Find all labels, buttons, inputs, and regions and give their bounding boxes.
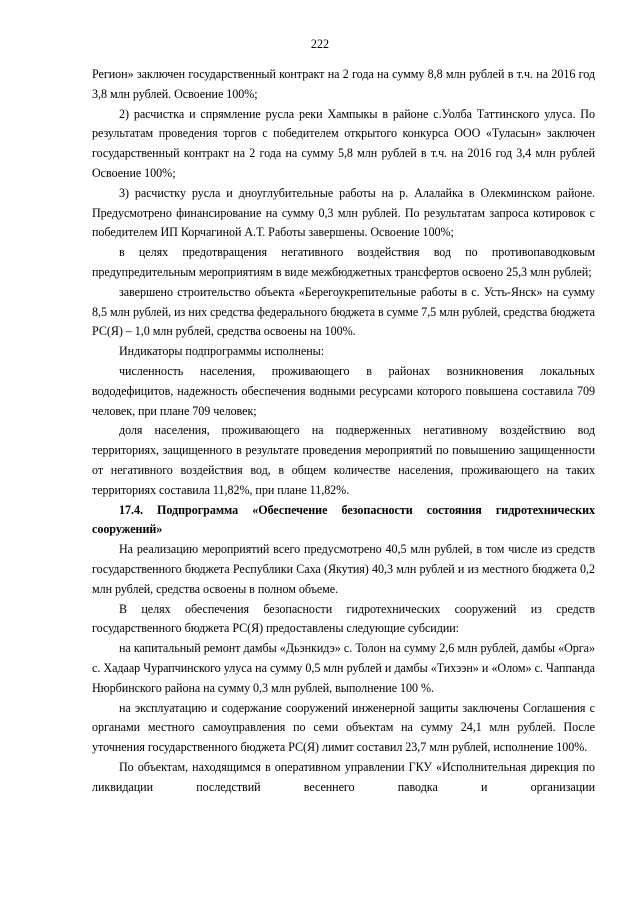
document-body xyxy=(92,65,595,797)
section-heading-17-4: 17.4. Подпрограмма «Обеспечение безопасности состояния гидротехнических сооружений» xyxy=(92,502,595,537)
paragraph-funding-total: На реализацию мероприятий всего предусмотрено 40,5 млн рублей, в том числе из средств государственного бюджета Республики Саха (Якутия) 40,3 млн рублей и из местного бюджета 0,2 млн рублей, средства освоены в полном объеме. xyxy=(92,542,595,596)
paragraph-subsidies-intro: В целях обеспечения безопасности гидротехнических сооружений из средств государственного бюджета РС(Я) предоставлены следующие субсидии: xyxy=(92,601,595,636)
paragraph-continuation: Регион» заключен государственный контракт на 2 года на сумму 8,8 млн рублей в т.ч. на 2016 год 3,8 млн рублей. Освоение 100%; xyxy=(92,67,595,101)
paragraph-item-2-river-clearing: 2) расчистка и спрямление русла реки Хампыкы в районе с.Уолба Таттинского улуса. По результатам проведения торгов с победителем открытого конкурса ООО «Туласын» заключен государственный контракт на 2 года на сумму 5,8 млн рублей в т.ч. на 2016 год 3,4 млн рублей Освоение 100%; xyxy=(92,106,595,180)
paragraph-item-3-alalayka: 3) расчистку русла и дноуглубительные работы на р. Алалайка в Олекминском районе. Предусмотрено финансирование на сумму 0,3 млн рублей. По результатам запроса котировок с победителем ИП Корчагиной А.Т. Работы завершены. Освоение 100%; xyxy=(92,185,595,240)
paragraph-bank-protection: завершено строительство объекта «Берегоукрепительные работы в с. Усть-Янск» на сумму 8,5 млн рублей, из них средства федерального бюджета в сумме 7,5 млн рублей, средства бюджета РС(Я) – 1,0 млн рублей, средства освоены на 100%. xyxy=(92,284,595,339)
paragraph-indicators-intro: Индикаторы подпрограммы исполнены: xyxy=(119,344,324,359)
page-number: 222 xyxy=(310,37,330,51)
paragraph-engineering-protection: на эксплуатацию и содержание сооружений инженерной защиты заключены Соглашения с органами местного самоуправления по семи объектам на сумму 24,1 млн рублей. После уточнения государственного бюджета РС(Я) лимит составил 23,7 млн рублей, исполнение 100%. xyxy=(92,700,595,755)
paragraph-indicator-population-share: доля населения, проживающего на подверженных негативному воздействию вод территориях, защищенного в результате проведения мероприятий по повышению защищенности от негативного воздействия вод, в общем количестве населения, проживающего на таких территориях составила 11,82%, при плане 11,82%. xyxy=(92,423,595,497)
paragraph-indicator-water-supply: численность населения, проживающего в районах возникновения локальных вододефицитов, надежность обеспечения водными ресурсами которого повышена составила 709 человек, при плане 709 человек; xyxy=(92,363,595,418)
paragraph-dam-repair: на капитальный ремонт дамбы «Дьэнкидэ» с. Толон на сумму 2,6 млн рублей, дамбы «Орга» с. Хадаар Чурапчинского улуса на сумму 0,5 млн рублей и дамбы «Тихээн» и «Олом» с. Чаппанда Нюрбинского района на сумму 0,3 млн рублей, выполнение 100 %. xyxy=(92,641,595,695)
paragraph-operational-objects: По объектам, находящимся в оперативном управлении ГКУ «Исполнительная дирекция по ликвидации последствий весеннего паводка и организации xyxy=(92,759,595,794)
paragraph-flood-prevention: в целях предотвращения негативного воздействия вод по противопаводковым предупредительным мероприятиям в виде межбюджетных трансфертов освоено 25,3 млн рублей; xyxy=(92,245,595,279)
